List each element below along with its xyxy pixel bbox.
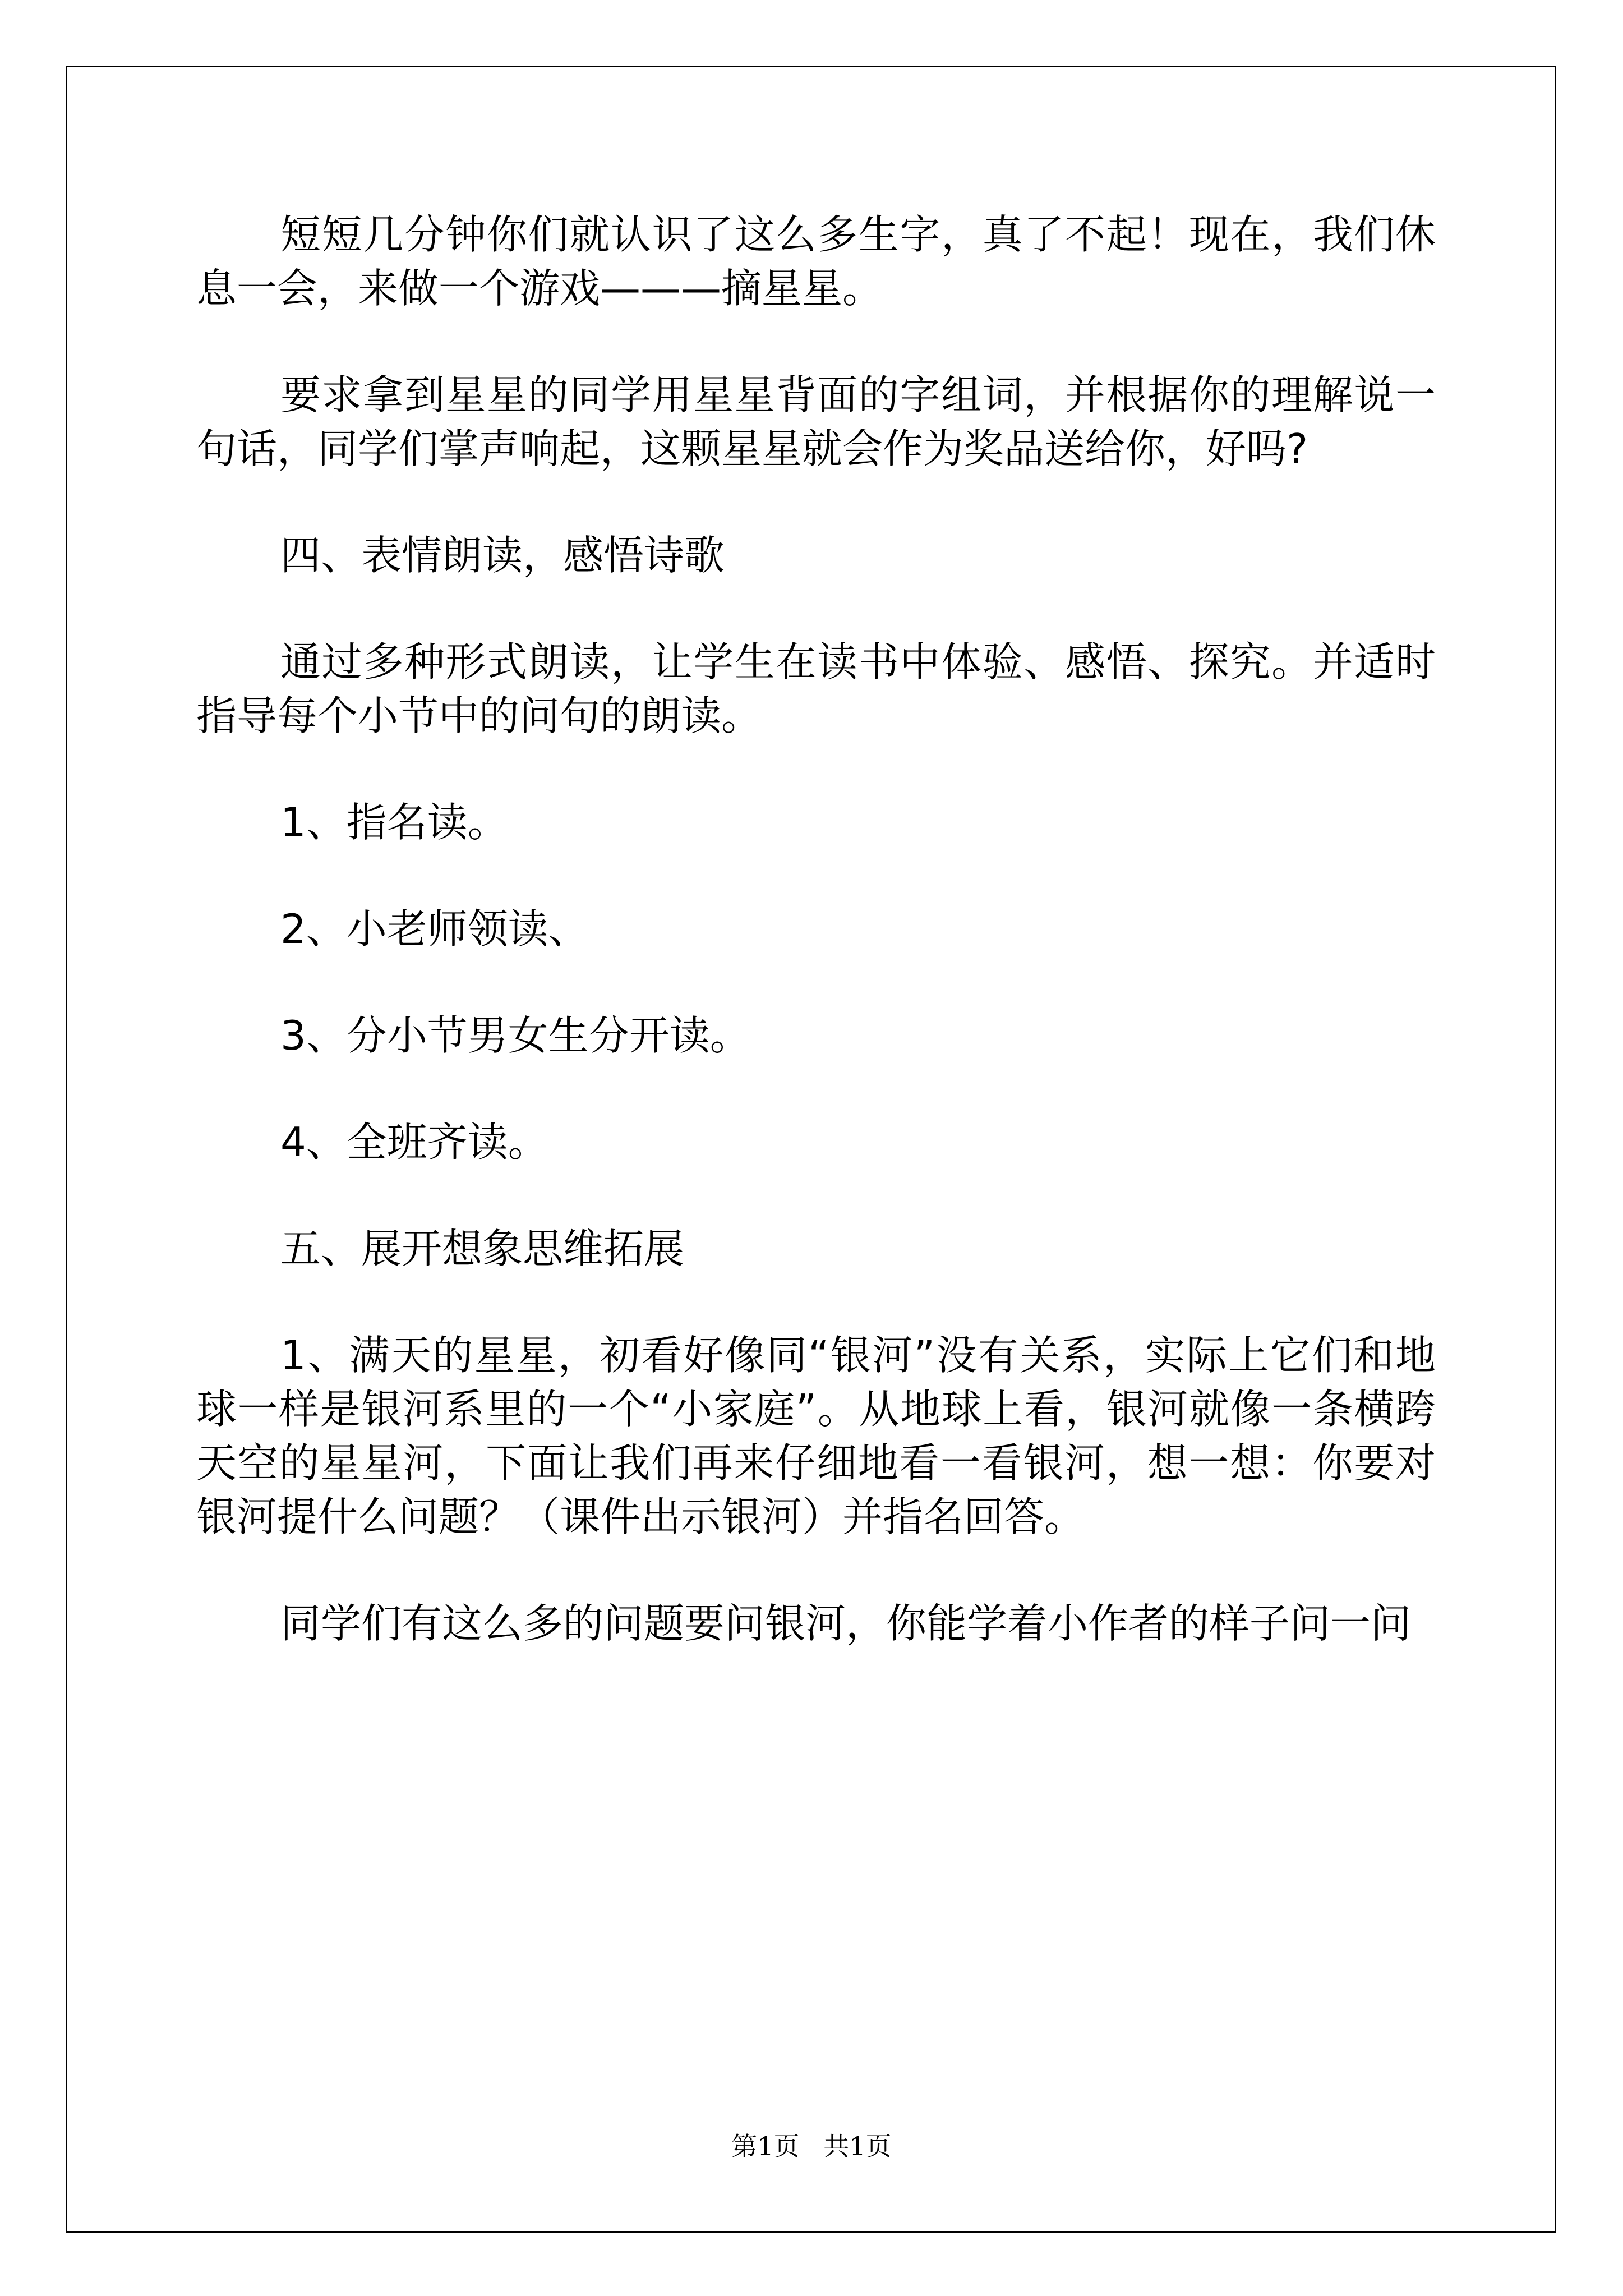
list-item-1: 1、指名读。 xyxy=(280,799,508,846)
page-footer xyxy=(0,2126,1623,2163)
paragraph-4: 1、满天的星星，初看好像同“银河”没有关系，实际上它们和地球一样是银河系里的一个“小家庭”。从地球上看，银河就像一条横跨天空的星星河，下面让我们再来仔细地看一看银河，想一想：你要对银河提什么问题？（课件出示银河）并指名回答。 xyxy=(196,1332,1436,1540)
page-total: 共1页 xyxy=(823,2131,892,2161)
list-item-3: 3、分小节男女生分开读。 xyxy=(280,1012,750,1059)
section-heading-5: 五、展开想象思维拓展 xyxy=(280,1225,685,1272)
list-item-4: 4、全班齐读。 xyxy=(280,1119,548,1166)
paragraph-2: 要求拿到星星的同学用星星背面的字组词，并根据你的理解说一句话，同学们掌声响起，这颗星星就会作为奖品送给你，好吗? xyxy=(196,371,1436,472)
document-body xyxy=(196,208,1436,1703)
paragraph-1: 短短几分钟你们就认识了这么多生字，真了不起！现在，我们休息一会，来做一个游戏———摘星星。 xyxy=(196,211,1436,312)
paragraph-5: 同学们有这么多的问题要问银河，你能学着小作者的样子问一问 xyxy=(280,1600,1412,1647)
list-item-2: 2、小老师领读、 xyxy=(280,905,589,953)
paragraph-3: 通过多种形式朗读，让学生在读书中体验、感悟、探究。并适时指导每个小节中的问句的朗读。 xyxy=(196,638,1436,739)
page-number: 第1页 xyxy=(731,2131,800,2161)
section-heading-4: 四、表情朗读，感悟诗歌 xyxy=(280,532,725,579)
